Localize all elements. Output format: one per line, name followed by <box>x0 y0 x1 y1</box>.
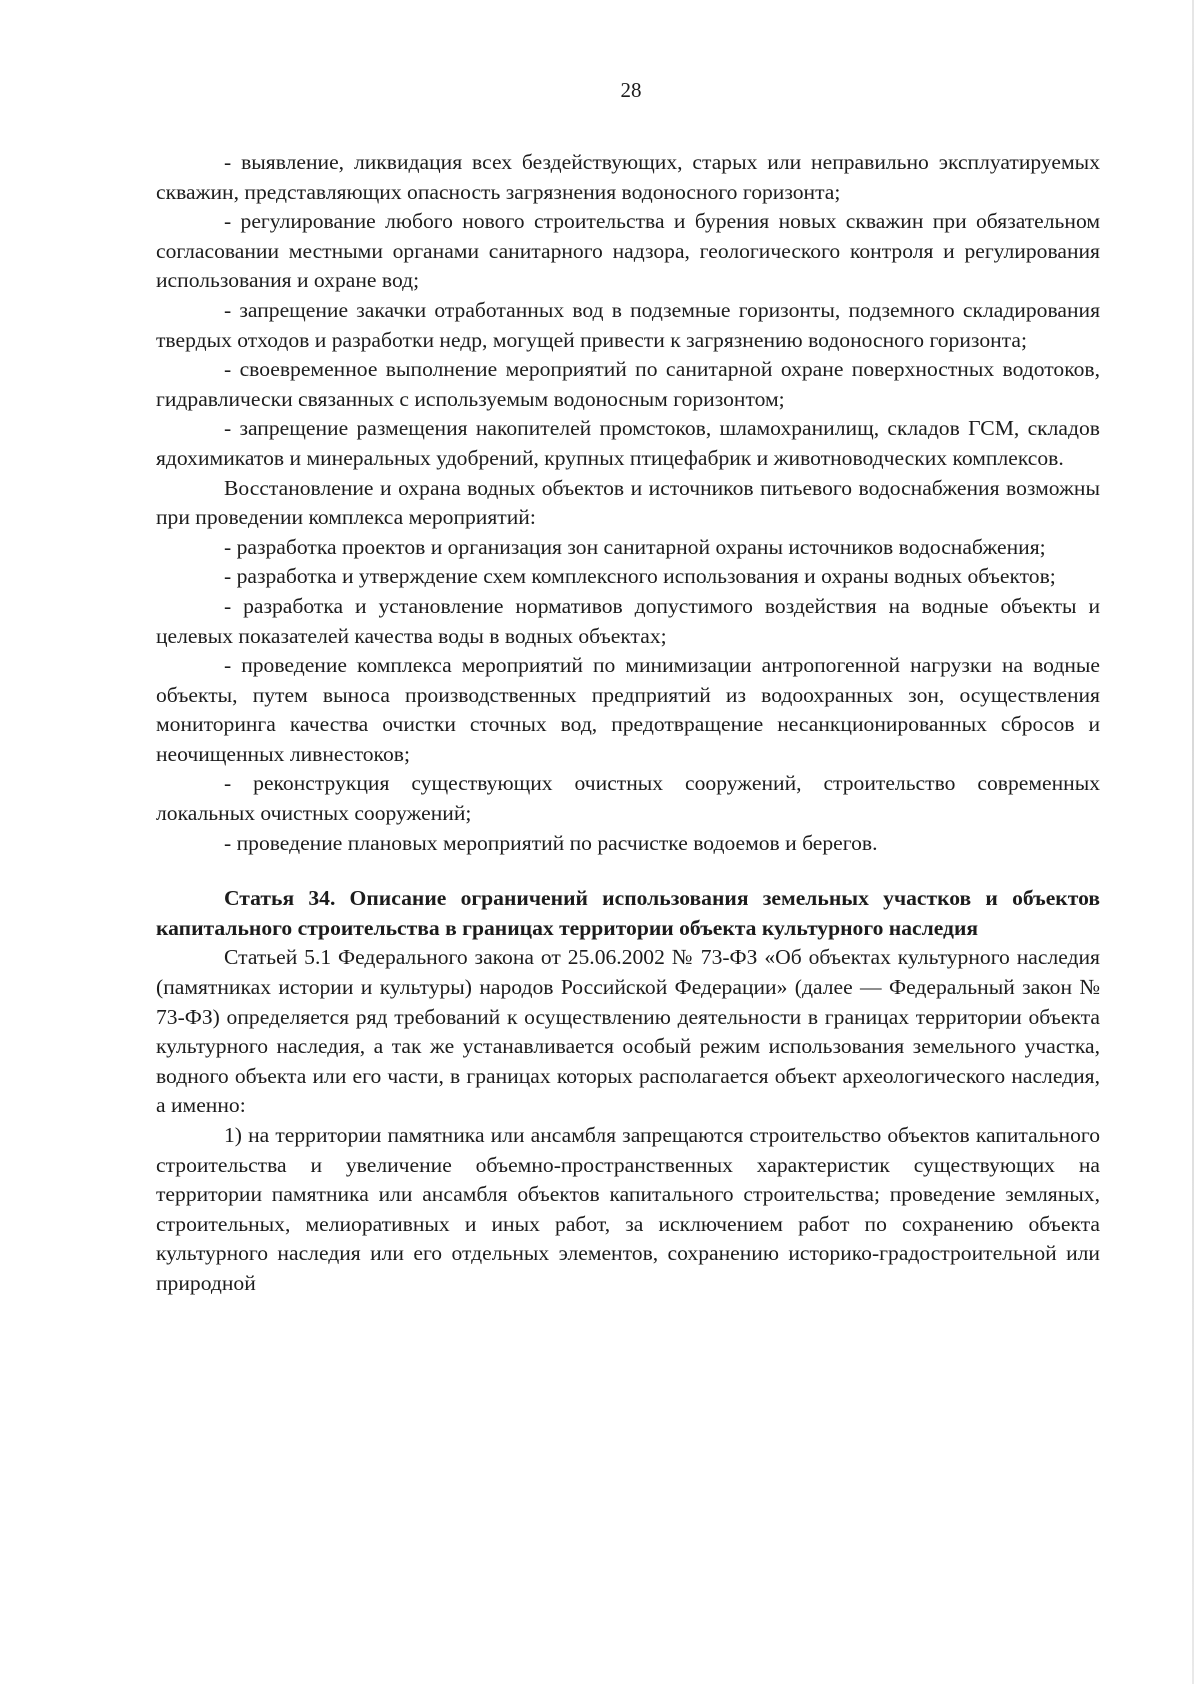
paragraph: - выявление, ликвидация всех бездействующих, старых или неправильно эксплуатируемых скважин, представляющих опасность загрязнения водоносного горизонта; <box>156 150 1100 204</box>
document-body <box>156 148 1100 1299</box>
paragraph: - запрещение закачки отработанных вод в подземные горизонты, подземного складирования твердых отходов и разработки недр, могущей привести к загрязнению водоносного горизонта; <box>156 297 1100 352</box>
paragraph: Восстановление и охрана водных объектов и источников питьевого водоснабжения возможны при проведении комплекса мероприятий: <box>156 475 1100 530</box>
paragraph: - регулирование любого нового строительства и бурения новых скважин при обязательном согласовании местными органами санитарного надзора, геологического контроля и регулирования использования и охране вод; <box>156 209 1100 293</box>
paragraph: - реконструкция существующих очистных сооружений, строительство современных локальных очистных сооружений; <box>156 771 1100 826</box>
paragraph: - проведение комплекса мероприятий по минимизации антропогенной нагрузки на водные объекты, путем выноса производственных предприятий из водоохранных зон, осуществления мониторинга качества очистки сточных вод, предотвращение несанкционированных сбросов и неочищенных ливнестоков; <box>156 653 1100 766</box>
scan-edge <box>1192 0 1194 1684</box>
paragraph: 1) на территории памятника или ансамбля запрещаются строительство объектов капитального строительства и увеличение объемно-пространственных характеристик существующих на территории памятника или ансамбля объектов капитального строительства; проведение земляных, строительных, мелиоративных и иных работ, за исключением работ по сохранению объекта культурного наследия или его отдельных элементов, сохранению историко-градостроительной или природной <box>156 1123 1100 1295</box>
paragraph: - разработка проектов и организация зон санитарной охраны источников водоснабжения; <box>224 534 1046 559</box>
article-heading: Статья 34. Описание ограничений использования земельных участков и объектов капитального строительства в границах территории объекта культурного наследия <box>156 886 1100 940</box>
paragraph: - проведение плановых мероприятий по расчистке водоемов и берегов. <box>224 830 878 855</box>
paragraph: - разработка и утверждение схем комплексного использования и охраны водных объектов; <box>224 564 1056 589</box>
paragraph: - разработка и установление нормативов допустимого воздействия на водные объекты и целевых показателей качества воды в водных объектах; <box>156 593 1100 648</box>
page-number: 28 <box>620 78 642 102</box>
paragraph: - запрещение размещения накопителей промстоков, шламохранилищ, складов ГСМ, складов ядохимикатов и минеральных удобрений, крупных птицефабрик и животноводческих комплексов. <box>156 416 1100 470</box>
paragraph: - своевременное выполнение мероприятий по санитарной охране поверхностных водотоков, гидравлически связанных с используемым водоносным горизонтом; <box>156 357 1100 411</box>
paragraph: Статьей 5.1 Федерального закона от 25.06.2002 № 73-ФЗ «Об объектах культурного наследия (памятниках истории и культуры) народов Российской Федерации» (далее — Федеральный закон № 73-ФЗ) определяется ряд требований к осуществлению деятельности в границах территории объекта культурного наследия, а так же устанавливается особый режим использования земельного участка, водного объекта или его части, в границах которых располагается объект археологического наследия, а именно: <box>156 945 1100 1118</box>
